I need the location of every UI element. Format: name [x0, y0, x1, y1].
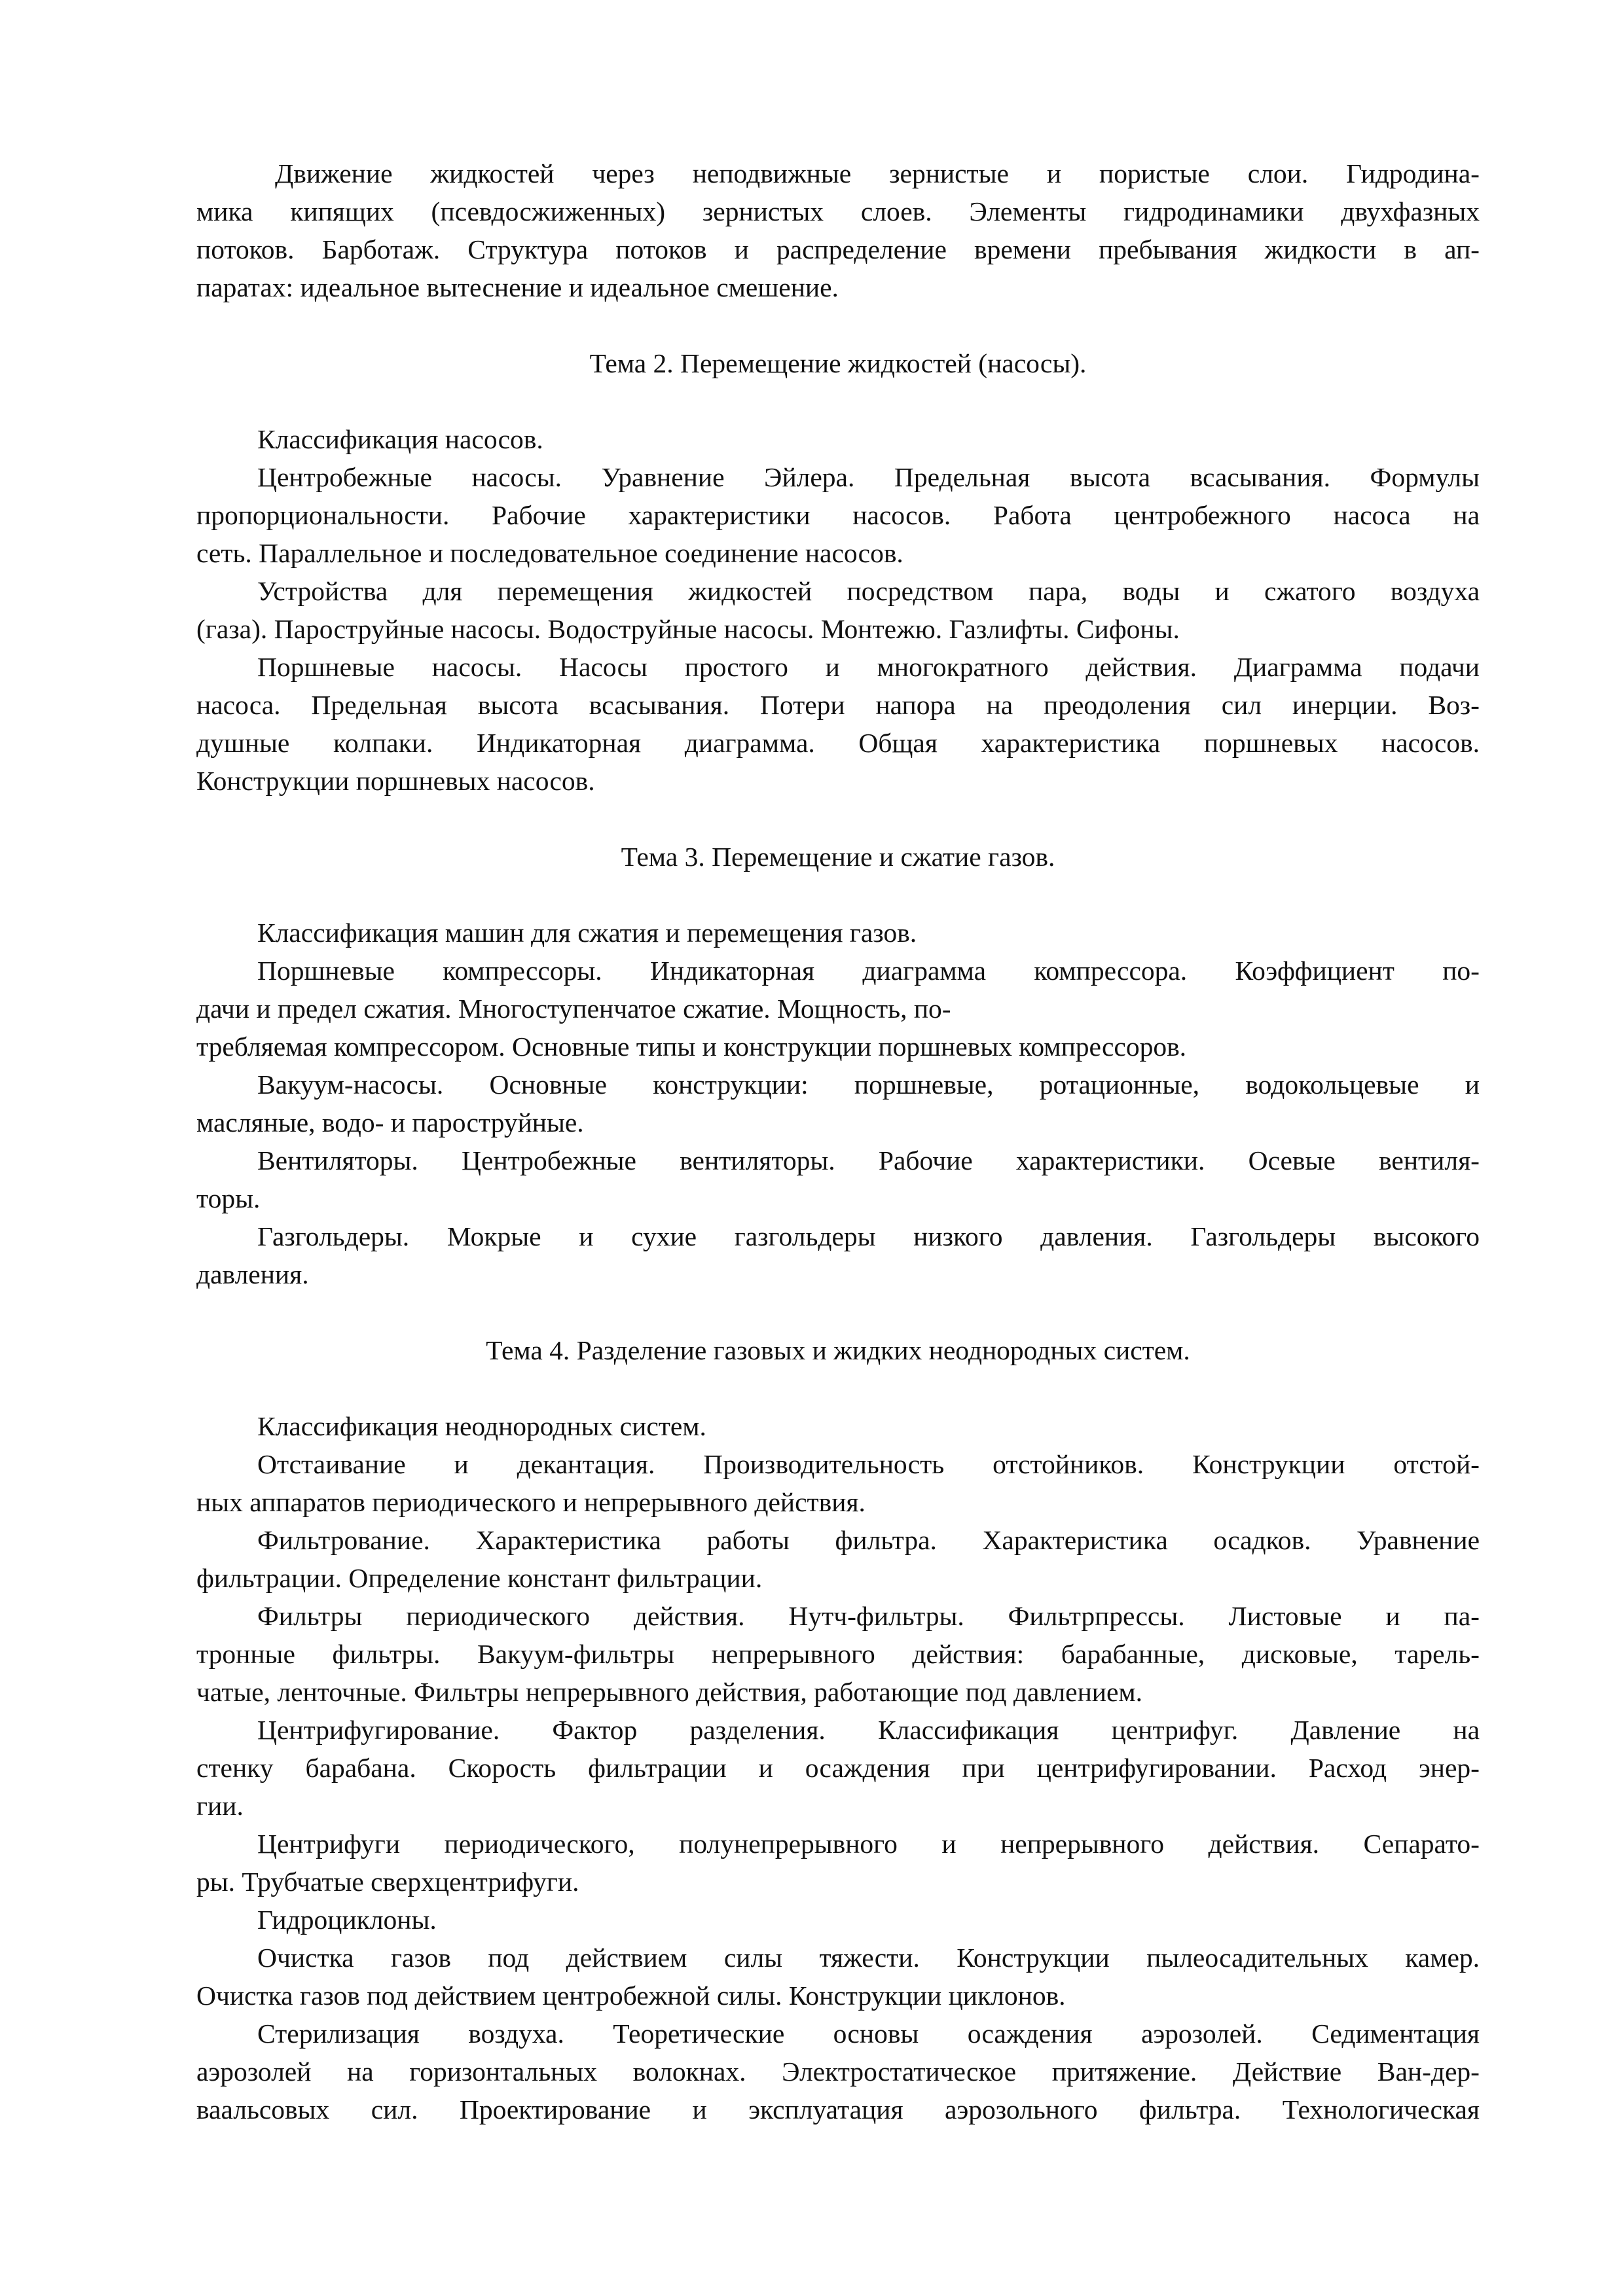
- text-line: требляемая компрессором. Основные типы и конструкции поршневых компрессоров.: [196, 1031, 1187, 1062]
- section-title: Тема 2. Перемещение жидкостей (насосы).: [589, 348, 1087, 378]
- text-line: давления.: [196, 1259, 309, 1289]
- paragraph: [196, 952, 1480, 1066]
- paragraph: [196, 572, 1480, 648]
- text-line: Классификация неоднородных систем.: [257, 1411, 706, 1441]
- text-line: Очистка газов под действием силы тяжести. Конструкции пылеосадительных камер.: [257, 1943, 1480, 1973]
- section-title: Тема 3. Перемещение и сжатие газов.: [621, 842, 1055, 872]
- text-line: (газа). Пароструйные насосы. Водоструйные насосы. Монтежю. Газлифты. Сифоны.: [196, 614, 1180, 644]
- text-line: Движение жидкостей через неподвижные зернистые и пористые слои. Гидродина-: [275, 158, 1480, 188]
- text-line: Газгольдеры. Мокрые и сухие газгольдеры низкого давления. Газгольдеры высокого: [257, 1221, 1480, 1251]
- text-line: потоков. Барботаж. Структура потоков и распределение времени пребывания жидкости в ап-: [196, 234, 1480, 264]
- paragraph: [196, 1407, 1480, 1445]
- text-line: мика кипящих (псевдосжиженных) зернистых слоев. Элементы гидродинамики двухфазных: [196, 196, 1480, 226]
- text-line: Отстаивание и декантация. Производительность отстойников. Конструкции отстой-: [257, 1449, 1480, 1479]
- text-line: душные колпаки. Индикаторная диаграмма. Общая характеристика поршневых насосов.: [196, 728, 1480, 758]
- text-line: чатые, ленточные. Фильтры непрерывного действия, работающие под давлением.: [196, 1677, 1143, 1707]
- text-line: Поршневые компрессоры. Индикаторная диаграмма компрессора. Коэффициент по-: [257, 956, 1480, 986]
- blank-line: [196, 876, 1480, 914]
- text-line: аэрозолей на горизонтальных волокнах. Электростатическое притяжение. Действие Ван-дер-: [196, 2056, 1480, 2087]
- paragraph: [196, 648, 1480, 800]
- blank-line: [196, 800, 1480, 838]
- text-line: Классификация насосов.: [257, 424, 543, 454]
- text-line: фильтрации. Определение констант фильтрации.: [196, 1563, 763, 1593]
- paragraph: [196, 1901, 1480, 1939]
- blank-line: [196, 306, 1480, 344]
- document-page: [196, 154, 1480, 2128]
- text-line: Фильтры периодического действия. Нутч-фильтры. Фильтрпрессы. Листовые и па-: [257, 1601, 1480, 1631]
- paragraph: [196, 1141, 1480, 1217]
- paragraph: [196, 458, 1480, 572]
- text-line: ры. Трубчатые сверхцентрифуги.: [196, 1867, 579, 1897]
- paragraph: [196, 154, 1480, 306]
- paragraph: [196, 1825, 1480, 1901]
- text-line: Гидроциклоны.: [257, 1905, 437, 1935]
- text-line: стенку барабана. Скорость фильтрации и осаждения при центрифугировании. Расход энер-: [196, 1753, 1480, 1783]
- text-line: ных аппаратов периодического и непрерывного действия.: [196, 1487, 866, 1517]
- paragraph: [196, 1597, 1480, 1711]
- text-line: Фильтрование. Характеристика работы фильтра. Характеристика осадков. Уравнение: [257, 1525, 1480, 1555]
- text-line: Центрифуги периодического, полунепрерывного и непрерывного действия. Сепарато-: [257, 1829, 1480, 1859]
- paragraph: [196, 1939, 1480, 2015]
- text-line: Центрифугирование. Фактор разделения. Классификация центрифуг. Давление на: [257, 1715, 1480, 1745]
- text-line: масляные, водо- и пароструйные.: [196, 1107, 584, 1138]
- text-line: сеть. Параллельное и последовательное соединение насосов.: [196, 538, 903, 568]
- text-line: тронные фильтры. Вакуум-фильтры непрерывного действия: барабанные, дисковые, тарель-: [196, 1639, 1480, 1669]
- paragraph: [196, 1521, 1480, 1597]
- text-line: гии.: [196, 1791, 244, 1821]
- paragraph: [196, 1445, 1480, 1521]
- text-line: Классификация машин для сжатия и перемещения газов.: [257, 918, 917, 948]
- blank-line: [196, 1293, 1480, 1331]
- text-line: Поршневые насосы. Насосы простого и многократного действия. Диаграмма подачи: [257, 652, 1480, 682]
- text-line: ваальсовых сил. Проектирование и эксплуатация аэрозольного фильтра. Технологическая: [196, 2094, 1480, 2125]
- paragraph: [196, 914, 1480, 952]
- paragraph: [196, 1066, 1480, 1141]
- text-line: Центробежные насосы. Уравнение Эйлера. Предельная высота всасывания. Формулы: [257, 462, 1480, 492]
- text-line: пропорциональности. Рабочие характеристики насосов. Работа центробежного насоса на: [196, 500, 1480, 530]
- paragraph: [196, 420, 1480, 458]
- text-line: Стерилизация воздуха. Теоретические основы осаждения аэрозолей. Седиментация: [257, 2018, 1480, 2049]
- text-line: дачи и предел сжатия. Многоступенчатое сжатие. Мощность, по-: [196, 994, 951, 1024]
- text-line: Конструкции поршневых насосов.: [196, 766, 595, 796]
- text-line: Вентиляторы. Центробежные вентиляторы. Рабочие характеристики. Осевые вентиля-: [257, 1145, 1480, 1175]
- text-line: Устройства для перемещения жидкостей посредством пара, воды и сжатого воздуха: [257, 576, 1480, 606]
- text-line: Очистка газов под действием центробежной силы. Конструкции циклонов.: [196, 1981, 1066, 2011]
- text-line: паратах: идеальное вытеснение и идеальное смешение.: [196, 272, 839, 302]
- text-line: торы.: [196, 1183, 261, 1213]
- paragraph: [196, 1711, 1480, 1825]
- blank-line: [196, 1369, 1480, 1407]
- section-title: Тема 4. Разделение газовых и жидких неоднородных систем.: [486, 1335, 1190, 1365]
- text-line: Вакуум-насосы. Основные конструкции: поршневые, ротационные, водокольцевые и: [257, 1069, 1480, 1100]
- paragraph: [196, 2015, 1480, 2128]
- paragraph: [196, 1217, 1480, 1293]
- text-line: насоса. Предельная высота всасывания. Потери напора на преодоления сил инерции. Воз-: [196, 690, 1480, 720]
- blank-line: [196, 382, 1480, 420]
